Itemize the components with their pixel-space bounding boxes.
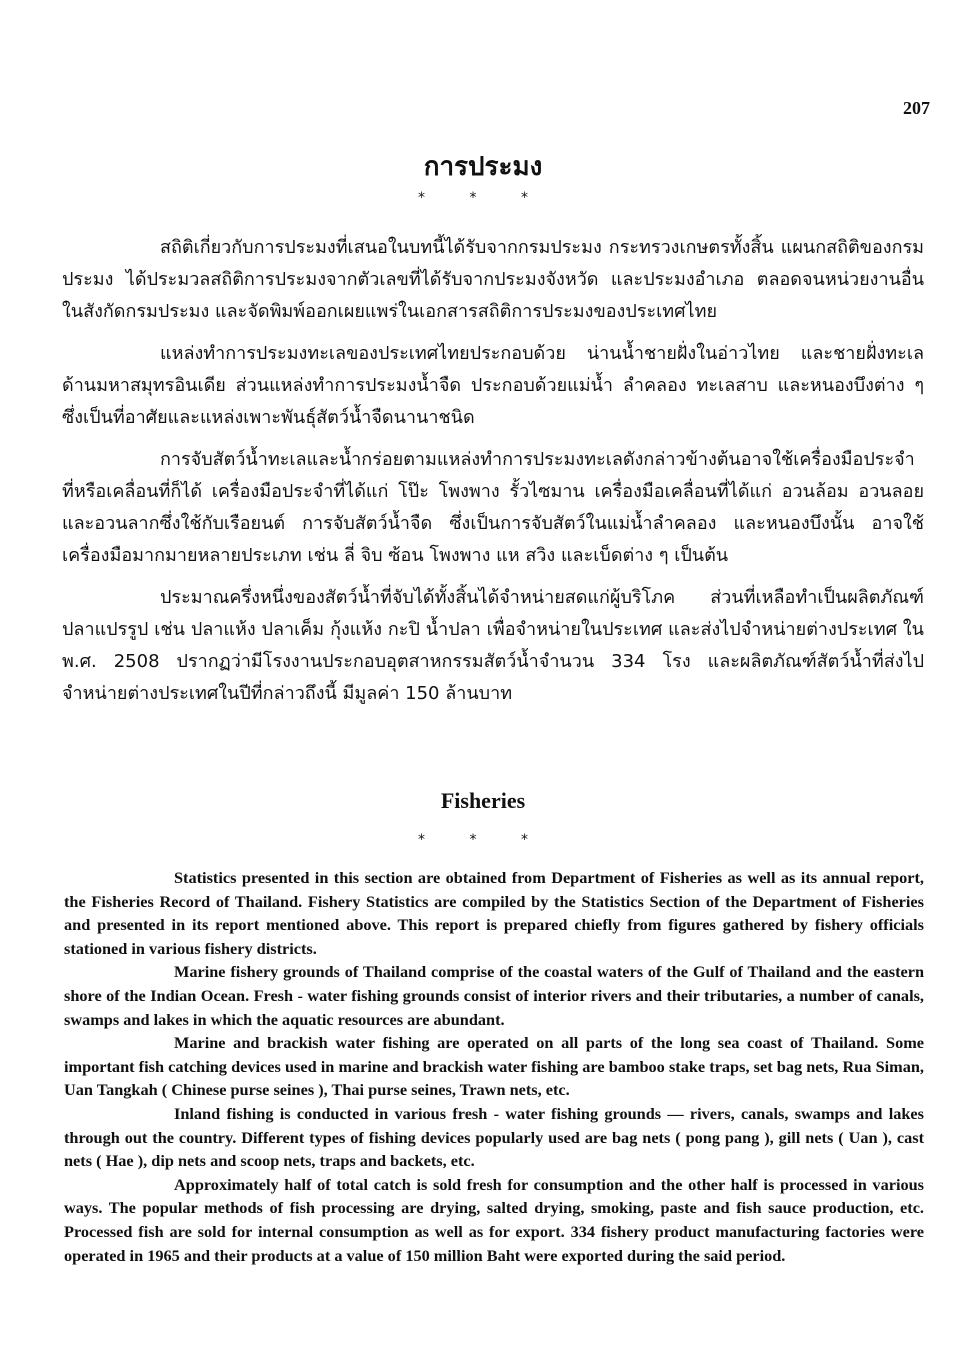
english-body xyxy=(64,866,924,1267)
thai-section-title: การประมง xyxy=(423,152,543,182)
english-paragraph: Marine fishery grounds of Thailand comprise of the coastal waters of the Gulf of Thailand and the eastern shore of the Indian Ocean. Fresh - water fishing grounds consist of interior rivers and their tributaries, a number of canals, swamps and lakes in which the aquatic resources are abundant. xyxy=(64,962,924,1029)
page-number: 207 xyxy=(903,98,930,118)
english-divider: * * * xyxy=(418,832,548,848)
thai-paragraph: สถิติเกี่ยวกับการประมงที่เสนอในบทนี้ได้รับจากกรมประมง กระทรวงเกษตรทั้งสิ้น แผนกสถิติของกรมประมง ได้ประมวลสถิติการประมงจากตัวเลขที่ได้รับจากประมงจังหวัด และประมงอำเภอ ตลอดจนหน่วยงานอื่นในสังกัดกรมประมง และจัดพิมพ์ออกเผยแพร่ในเอกสารสถิติการประมงของประเทศไทย xyxy=(62,237,924,322)
english-section-title: Fisheries xyxy=(440,788,526,813)
english-paragraph: Statistics presented in this section are obtained from Department of Fisheries as well as its annual report, the Fisheries Record of Thailand. Fishery Statistics are compiled by the Statistics Section of the Department of Fisheries and presented in its report mentioned above. This report is prepared chiefly from figures gathered by fishery officials stationed in various fishery districts. xyxy=(64,868,924,958)
english-paragraph: Marine and brackish water fishing are operated on all parts of the long sea coast of Thailand. Some important fish catching devices used in marine and brackish water fishing are bamboo stake traps, set bag nets, Rua Siman, Uan Tangkah ( Chinese purse seines ), Thai purse seines, Trawn nets, etc. xyxy=(64,1033,924,1100)
english-paragraph: Inland fishing is conducted in various fresh - water fishing grounds — rivers, canals, swamps and lakes through out the country. Different types of fishing devices popularly used are bag nets ( pong pang ), gill nets ( Uan ), cast nets ( Hae ), dip nets and scoop nets, traps and backets, etc. xyxy=(64,1103,924,1171)
english-paragraph: Approximately half of total catch is sold fresh for consumption and the other half is processed in various ways. The popular methods of fish processing are drying, salted drying, smoking, paste and fish sauce production, etc. Processed fish are sold for internal consumption as well as for export. 334 fishery product manufacturing factories were operated in 1965 and their products at a value of 150 million Baht were exported during the said period. xyxy=(64,1174,924,1265)
thai-paragraph: แหล่งทำการประมงทะเลของประเทศไทยประกอบด้วย น่านน้ำชายฝั่งในอ่าวไทย และชายฝั่งทะเลด้านมหาสมุทรอินเดีย ส่วนแหล่งทำการประมงน้ำจืด ประกอบด้วยแม่น้ำ ลำคลอง ทะเลสาบ และหนองบึงต่าง ๆ ซึ่งเป็นที่อาศัยและแหล่งเพาะพันธุ์สัตว์น้ำจืดนานาชนิด xyxy=(62,343,924,428)
thai-paragraph: ประมาณครึ่งหนึ่งของสัตว์น้ำที่จับได้ทั้งสิ้นได้จำหน่ายสดแก่ผู้บริโภค ส่วนที่เหลือทำเป็นผลิตภัณฑ์ปลาแปรรูป เช่น ปลาแห้ง ปลาเค็ม กุ้งแห้ง กะปิ น้ำปลา เพื่อจำหน่ายในประเทศ และส่งไปจำหน่ายต่างประเทศ ใน พ.ศ. 2508 ปรากฏว่ามีโรงงานประกอบอุตสาหกรรมสัตว์น้ำจำนวน 334 โรง และผลิตภัณฑ์สัตว์น้ำที่ส่งไปจำหน่ายต่างประเทศในปีที่กล่าวถึงนี้ มีมูลค่า 150 ล้านบาท xyxy=(62,587,924,704)
thai-paragraph: การจับสัตว์น้ำทะเลและน้ำกร่อยตามแหล่งทำการประมงทะเลดังกล่าวข้างต้นอาจใช้เครื่องมือประจำที่หรือเคลื่อนที่ก็ได้ เครื่องมือประจำที่ได้แก่ โป๊ะ โพงพาง รั้วไซมาน เครื่องมือเคลื่อนที่ได้แก่ อวนล้อม อวนลอย และอวนลากซึ่งใช้กับเรือยนต์ การจับสัตว์น้ำจืด ซึ่งเป็นการจับสัตว์ในแม่น้ำลำคลอง และหนองบึงนั้น อาจใช้เครื่องมือมากมายหลายประเภท เช่น ลี่ จิบ ซ้อน โพงพาง แห สวิง และเบ็ดต่าง ๆ เป็นต้น xyxy=(62,449,924,566)
thai-body xyxy=(62,232,924,720)
thai-divider: * * * xyxy=(418,190,548,206)
